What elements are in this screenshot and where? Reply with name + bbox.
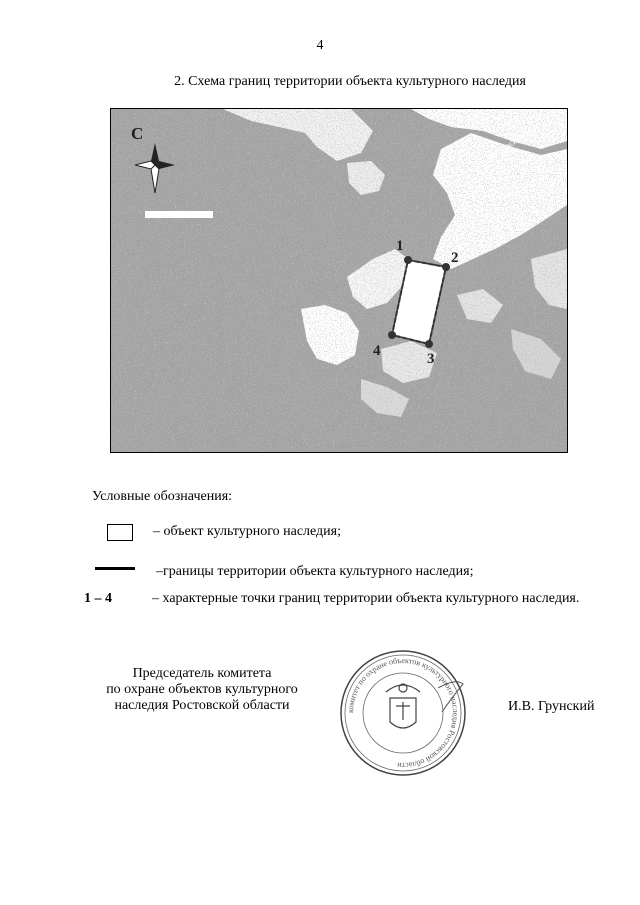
map-canvas bbox=[111, 109, 567, 452]
position-line-3: наследия Ростовской области bbox=[114, 698, 290, 713]
position-line-1: Председатель комитета bbox=[132, 666, 272, 681]
imagery-grain bbox=[111, 109, 567, 452]
point-label-1: 1 bbox=[396, 238, 404, 254]
north-label: С bbox=[131, 124, 144, 143]
legend-boundary-symbol bbox=[95, 567, 135, 570]
legend-item-object: – объект культурного наследия; bbox=[153, 524, 341, 539]
boundary-point-4 bbox=[388, 331, 396, 339]
boundary-point-2 bbox=[442, 263, 450, 271]
position-line-2: по охране объектов культурного bbox=[106, 682, 298, 697]
official-stamp bbox=[338, 648, 468, 778]
legend-object-symbol bbox=[107, 524, 133, 541]
scale-bar bbox=[145, 211, 213, 218]
site-boundary-map bbox=[110, 108, 568, 453]
stamp-text: комитет по охране объектов культурного наследия Ростовской области bbox=[345, 655, 461, 771]
point-label-2: 2 bbox=[451, 250, 459, 266]
boundary-point-1 bbox=[404, 256, 412, 264]
legend-item-boundary: –границы территории объекта культурного наследия; bbox=[156, 564, 474, 579]
boundary-point-3 bbox=[425, 340, 433, 348]
legend-item-points: – характерные точки границ территории объекта культурного наследия. bbox=[152, 591, 580, 606]
legend-heading: Условные обозначения: bbox=[92, 489, 233, 504]
street-label: Ростовская ул. bbox=[484, 124, 537, 163]
page-number: 4 bbox=[316, 38, 324, 53]
coat-of-arms-icon bbox=[386, 684, 420, 728]
signatory-position bbox=[62, 666, 342, 714]
legend-points-symbol: 1 – 4 bbox=[84, 591, 112, 606]
signatory-name: И.В. Грунский bbox=[508, 699, 595, 714]
point-label-3: 3 bbox=[427, 351, 435, 367]
point-label-4: 4 bbox=[373, 343, 381, 359]
section-title: 2. Схема границ территории объекта культурного наследия bbox=[174, 74, 526, 89]
stamp-seal bbox=[338, 648, 468, 778]
